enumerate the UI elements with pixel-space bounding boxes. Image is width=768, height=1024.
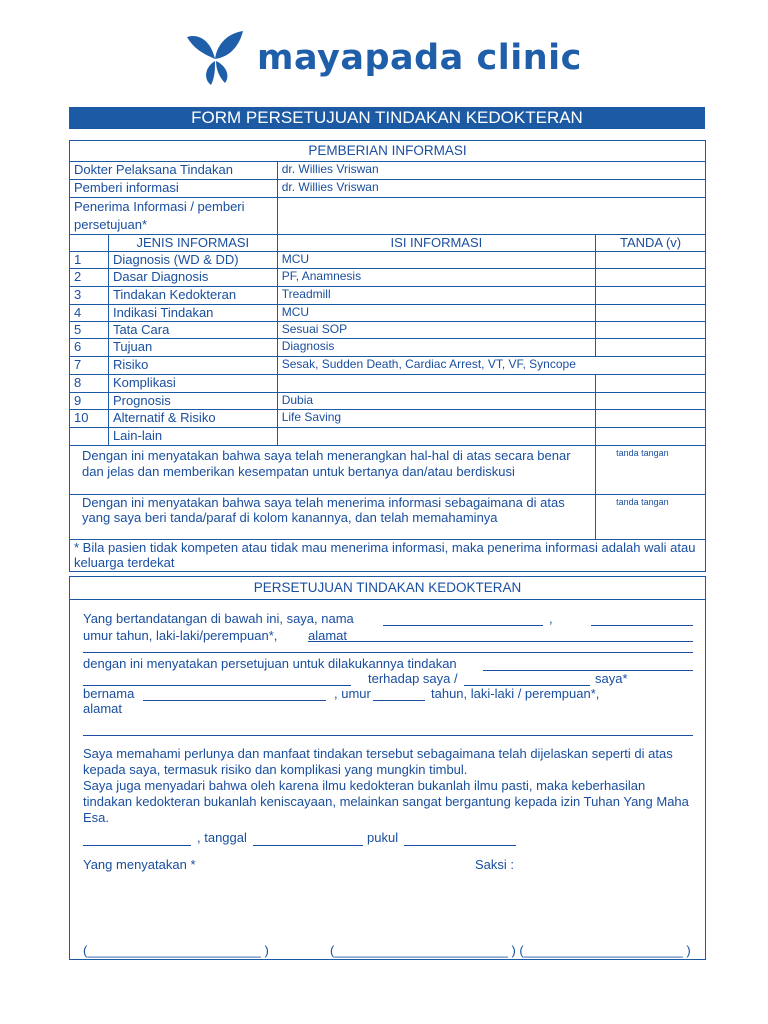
date-label: , tanggal [197,830,247,845]
item-jenis: Alternatif & Risiko [108,410,277,428]
item-no [70,428,109,446]
item-isi[interactable]: Diagnosis [277,339,595,357]
declarant-label: Yang menyatakan * [83,857,196,872]
patient-name-field[interactable] [143,700,326,701]
item-isi[interactable]: PF, Anamnesis [277,269,595,287]
item-no: 1 [70,252,109,269]
item-no: 4 [70,305,109,322]
paragraph-awareness: Saya juga menyadari bahwa oleh karena ilmu kedokteran bukanlah ilmu pasti, maka keberhasilan tindakan kedokteran bukanlah keniscayaan, melainkan sangat bergantung kepada izin Tuhan Yang Maha Esa. [83,778,689,825]
time-field[interactable] [404,845,516,846]
against-label: terhadap saya / [368,671,458,686]
signature-box-penerima[interactable] [596,495,706,540]
item-no: 3 [70,287,109,305]
note: * Bila pasien tidak kompeten atau tidak mau menerima informasi, maka penerima informasi adalah wali atau keluarga terdekat [70,540,706,572]
declarant-signature[interactable]: (________________________ ) [83,943,269,958]
age-field[interactable] [591,625,693,626]
consent-age-gender-label: umur tahun, laki-laki/perempuan*, [83,628,278,643]
patient-age-label: , umur [334,686,371,701]
consent-name-label: Yang bertandatangan di bawah ini, saya, nama [83,611,354,626]
row-label: Pemberi informasi [70,180,278,198]
item-jenis: Tindakan Kedokteran [108,287,277,305]
item-tanda[interactable] [596,410,706,428]
item-tanda[interactable] [596,287,706,305]
item-isi[interactable]: MCU [277,252,595,269]
item-jenis: Prognosis [108,393,277,410]
item-jenis: Diagnosis (WD & DD) [108,252,277,269]
comma: , [549,611,553,626]
row-value[interactable]: dr. Willies Vriswan [277,180,705,198]
item-no: 2 [70,269,109,287]
butterfly-logo-icon [185,29,247,87]
witness-signatures[interactable]: (________________________ ) (______________________ ) [330,943,691,958]
item-jenis: Komplikasi [108,375,277,393]
patient-gender-label: tahun, laki-laki / perempuan*, [431,686,600,701]
statement-pemberi: Dengan ini menyatakan bahwa saya telah menerangkan hal-hal di atas secara benar dan jelas dan memberikan kesempatan untuk bertanya dan/atau berdiskusi [70,446,596,495]
date-field[interactable] [253,845,363,846]
row-value[interactable]: dr. Willies Vriswan [277,162,705,180]
item-no: 10 [70,410,109,428]
item-tanda[interactable] [596,428,706,446]
saya-label: saya* [595,671,628,686]
patient-address-field[interactable] [83,735,693,736]
item-tanda[interactable] [596,322,706,339]
item-tanda[interactable] [596,339,706,357]
item-jenis: Tujuan [108,339,277,357]
form-title: FORM PERSETUJUAN TINDAKAN KEDOKTERAN [69,107,705,129]
item-tanda[interactable] [596,375,706,393]
item-isi[interactable] [277,375,595,393]
row-label: Dokter Pelaksana Tindakan [70,162,278,180]
item-jenis: Lain-lain [108,428,277,446]
sign-label: tanda tangan [616,448,669,458]
col-header-jenis: JENIS INFORMASI [108,235,277,252]
item-isi[interactable]: Life Saving [277,410,595,428]
row-value[interactable] [277,198,705,235]
section-title-pemberian-informasi: PEMBERIAN INFORMASI [70,141,706,162]
name-field[interactable] [383,625,543,626]
address-field-2[interactable] [83,652,693,653]
col-header-tanda: TANDA (v) [596,235,706,252]
col-header-isi: ISI INFORMASI [277,235,595,252]
item-tanda[interactable] [596,252,706,269]
item-jenis: Risiko [108,357,277,375]
time-label: pukul [367,830,399,845]
item-isi[interactable]: Sesuai SOP [277,322,595,339]
address-field[interactable] [308,641,693,642]
item-jenis: Dasar Diagnosis [108,269,277,287]
item-no: 9 [70,393,109,410]
section-title-persetujuan: PERSETUJUAN TINDAKAN KEDOKTERAN [70,577,705,600]
place-field[interactable] [83,845,191,846]
witness-label: Saksi : [475,857,515,872]
statement-penerima: Dengan ini menyatakan bahwa saya telah menerima informasi sebagaimana di atas yang saya beri tanda/paraf di kolom kanannya, dan telah memahaminya [70,495,596,540]
item-no: 5 [70,322,109,339]
item-tanda[interactable] [596,393,706,410]
item-isi[interactable]: MCU [277,305,595,322]
information-table [69,140,706,572]
item-no: 7 [70,357,109,375]
paragraph-understanding: Saya memahami perlunya dan manfaat tindakan tersebut sebagaimana telah dijelaskan seperti di atas kepada saya, termasuk risiko dan komplikasi yang mungkin timbul. [83,746,673,777]
item-jenis: Tata Cara [108,322,277,339]
sign-label: tanda tangan [616,497,669,507]
item-tanda[interactable] [596,305,706,322]
item-no: 6 [70,339,109,357]
patient-address-label: alamat [83,701,123,716]
signature-box-pemberi[interactable] [596,446,706,495]
item-jenis: Indikasi Tindakan [108,305,277,322]
patient-name-label: bernama [83,686,135,701]
consent-statement-label: dengan ini menyatakan persetujuan untuk dilakukannya tindakan [83,656,457,671]
item-isi[interactable]: Sesak, Sudden Death, Cardiac Arrest, VT, VF, Syncope [277,357,705,375]
item-isi[interactable]: Treadmill [277,287,595,305]
consent-section [69,576,706,960]
row-label: Penerima Informasi / pemberi persetujuan* [70,198,278,235]
item-isi[interactable] [277,428,595,446]
address-label: alamat [308,628,348,643]
item-tanda[interactable] [596,269,706,287]
brand-name: mayapada clinic [257,38,582,78]
clinic-logo [185,28,582,88]
item-no: 8 [70,375,109,393]
item-isi[interactable]: Dubia [277,393,595,410]
procedure-field[interactable] [483,670,693,671]
patient-age-field[interactable] [373,700,425,701]
